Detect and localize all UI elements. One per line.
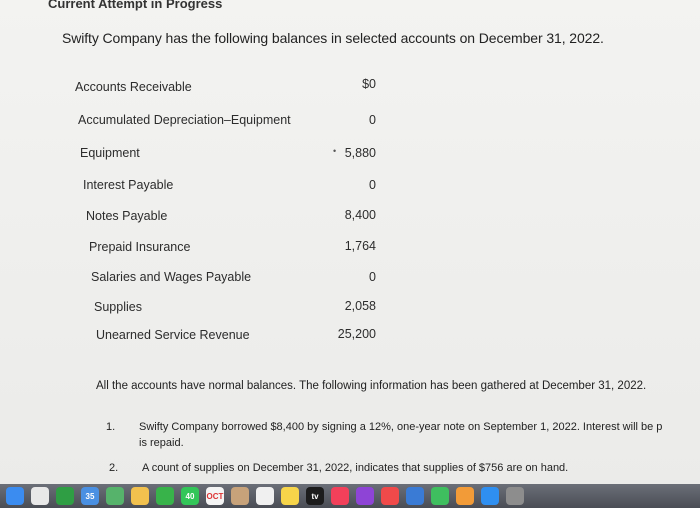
marker-dot: • [333, 146, 337, 156]
news-icon[interactable] [381, 487, 399, 505]
page-title: Current Attempt in Progress [48, 0, 223, 11]
reminders-icon[interactable] [256, 487, 274, 505]
numbers-icon[interactable] [431, 487, 449, 505]
dock-badge-label: tv [311, 491, 319, 501]
account-name: Supplies [94, 300, 142, 314]
account-value: 2,058 [344, 299, 376, 313]
finder-icon[interactable] [6, 487, 24, 505]
launchpad-icon[interactable] [31, 487, 49, 505]
account-name: Salaries and Wages Payable [91, 270, 252, 284]
settings-icon[interactable] [506, 487, 524, 505]
account-name: Notes Payable [86, 209, 168, 223]
messages-icon[interactable] [181, 487, 199, 505]
list-number: 2. [109, 462, 119, 474]
appstore-icon[interactable] [481, 487, 499, 505]
maps-icon[interactable] [106, 487, 124, 505]
account-value: 0 [369, 113, 376, 127]
calendar-icon[interactable] [206, 487, 224, 505]
account-value: 0 [369, 270, 376, 284]
tv-icon[interactable] [306, 487, 324, 505]
mail-icon[interactable] [81, 487, 99, 505]
account-value: 5,880 [344, 146, 376, 160]
dock-badge-label: 35 [85, 491, 95, 501]
account-name: Equipment [80, 146, 140, 160]
dock-badge-label: 40 [185, 491, 195, 501]
account-value: 8,400 [344, 208, 376, 222]
dock-badge-label: OCT [206, 491, 224, 501]
notes-icon[interactable] [281, 487, 299, 505]
list-item-line: is repaid. [139, 437, 184, 449]
list-item-line: Swifty Company borrowed $8,400 by signing a 12%, one-year note on September 1, 2022. Interest will be p [139, 421, 663, 433]
photos-icon[interactable] [131, 487, 149, 505]
chrome-icon[interactable] [56, 487, 74, 505]
account-value: 1,764 [344, 239, 376, 253]
contacts-icon[interactable] [231, 487, 249, 505]
account-name: Accounts Receivable [75, 80, 192, 94]
account-value: 0 [369, 178, 376, 192]
facetime-icon[interactable] [156, 487, 174, 505]
account-name: Interest Payable [83, 178, 174, 192]
account-name: Prepaid Insurance [89, 240, 191, 254]
info-text: All the accounts have normal balances. The following information has been gathered at December 31, 2022. [96, 380, 647, 392]
problem-intro: Swifty Company has the following balances in selected accounts on December 31, 2022. [62, 30, 604, 46]
podcasts-icon[interactable] [356, 487, 374, 505]
music-icon[interactable] [331, 487, 349, 505]
account-name: Accumulated Depreciation–Equipment [78, 113, 291, 127]
keynote-icon[interactable] [406, 487, 424, 505]
list-number: 1. [106, 421, 116, 433]
macos-dock [0, 484, 700, 508]
account-name: Unearned Service Revenue [96, 328, 250, 342]
account-value: $0 [362, 77, 376, 91]
account-value: 25,200 [337, 327, 376, 341]
pages-icon[interactable] [456, 487, 474, 505]
list-item-line: A count of supplies on December 31, 2022, indicates that supplies of $756 are on hand. [142, 462, 569, 474]
